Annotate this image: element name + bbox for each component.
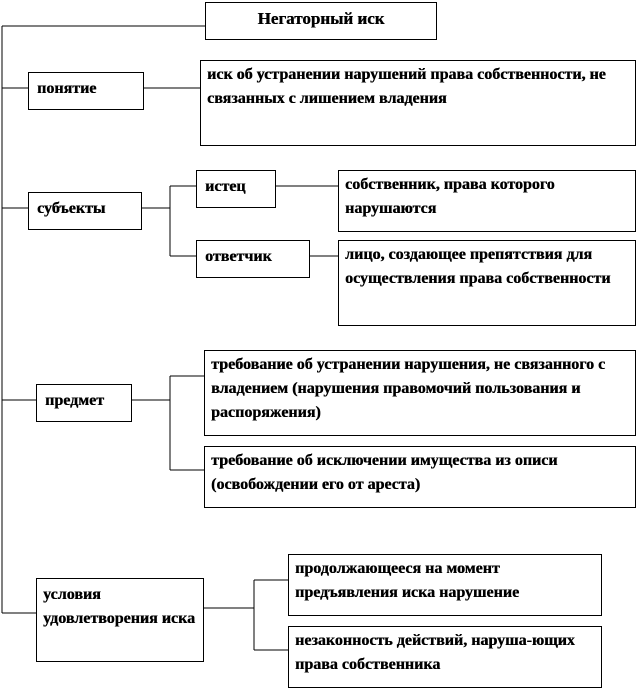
concept-box	[28, 72, 144, 110]
plaintiff-description-box	[338, 170, 636, 232]
subject-matter-item-2: требование об исключении имущества из описи (освобождении его от ареста)	[211, 452, 558, 493]
subject-matter-item-1-box	[204, 350, 636, 436]
defendant-label: ответчик	[205, 248, 272, 265]
subject-matter-box	[36, 384, 132, 422]
defendant-box	[196, 240, 310, 278]
plaintiff-box	[196, 170, 276, 208]
condition-1: продолжающееся на момент предъявления иска нарушение	[295, 560, 520, 601]
concept-definition: иск об устранении нарушений права собственности, не связанных с лишением владения	[207, 66, 606, 107]
subject-matter-label: предмет	[45, 392, 104, 409]
subject-matter-item-2-box	[204, 446, 636, 508]
condition-2: незаконность действий, наруша-ющих права собственника	[295, 632, 575, 673]
conditions-box	[36, 578, 204, 662]
condition-2-box	[288, 626, 602, 688]
conditions-label: условия удовлетворения иска	[43, 586, 195, 627]
condition-1-box	[288, 554, 602, 616]
concept-label: понятие	[37, 80, 97, 97]
diagram-title-text: Негаторный иск	[257, 9, 385, 28]
subjects-label: субъекты	[37, 200, 106, 217]
plaintiff-label: истец	[205, 178, 246, 195]
plaintiff-description: собственник, права которого нарушаются	[345, 176, 555, 217]
defendant-description: лицо, создающее препятствия для осуществления права собственности	[345, 246, 611, 287]
subjects-box	[28, 192, 142, 230]
diagram-title	[205, 2, 437, 40]
subject-matter-item-1: требование об устранении нарушения, не связанного с владением (нарушения правомочий пользования и распоряжения)	[211, 356, 606, 421]
concept-definition-box	[200, 60, 636, 146]
defendant-description-box	[338, 240, 636, 326]
